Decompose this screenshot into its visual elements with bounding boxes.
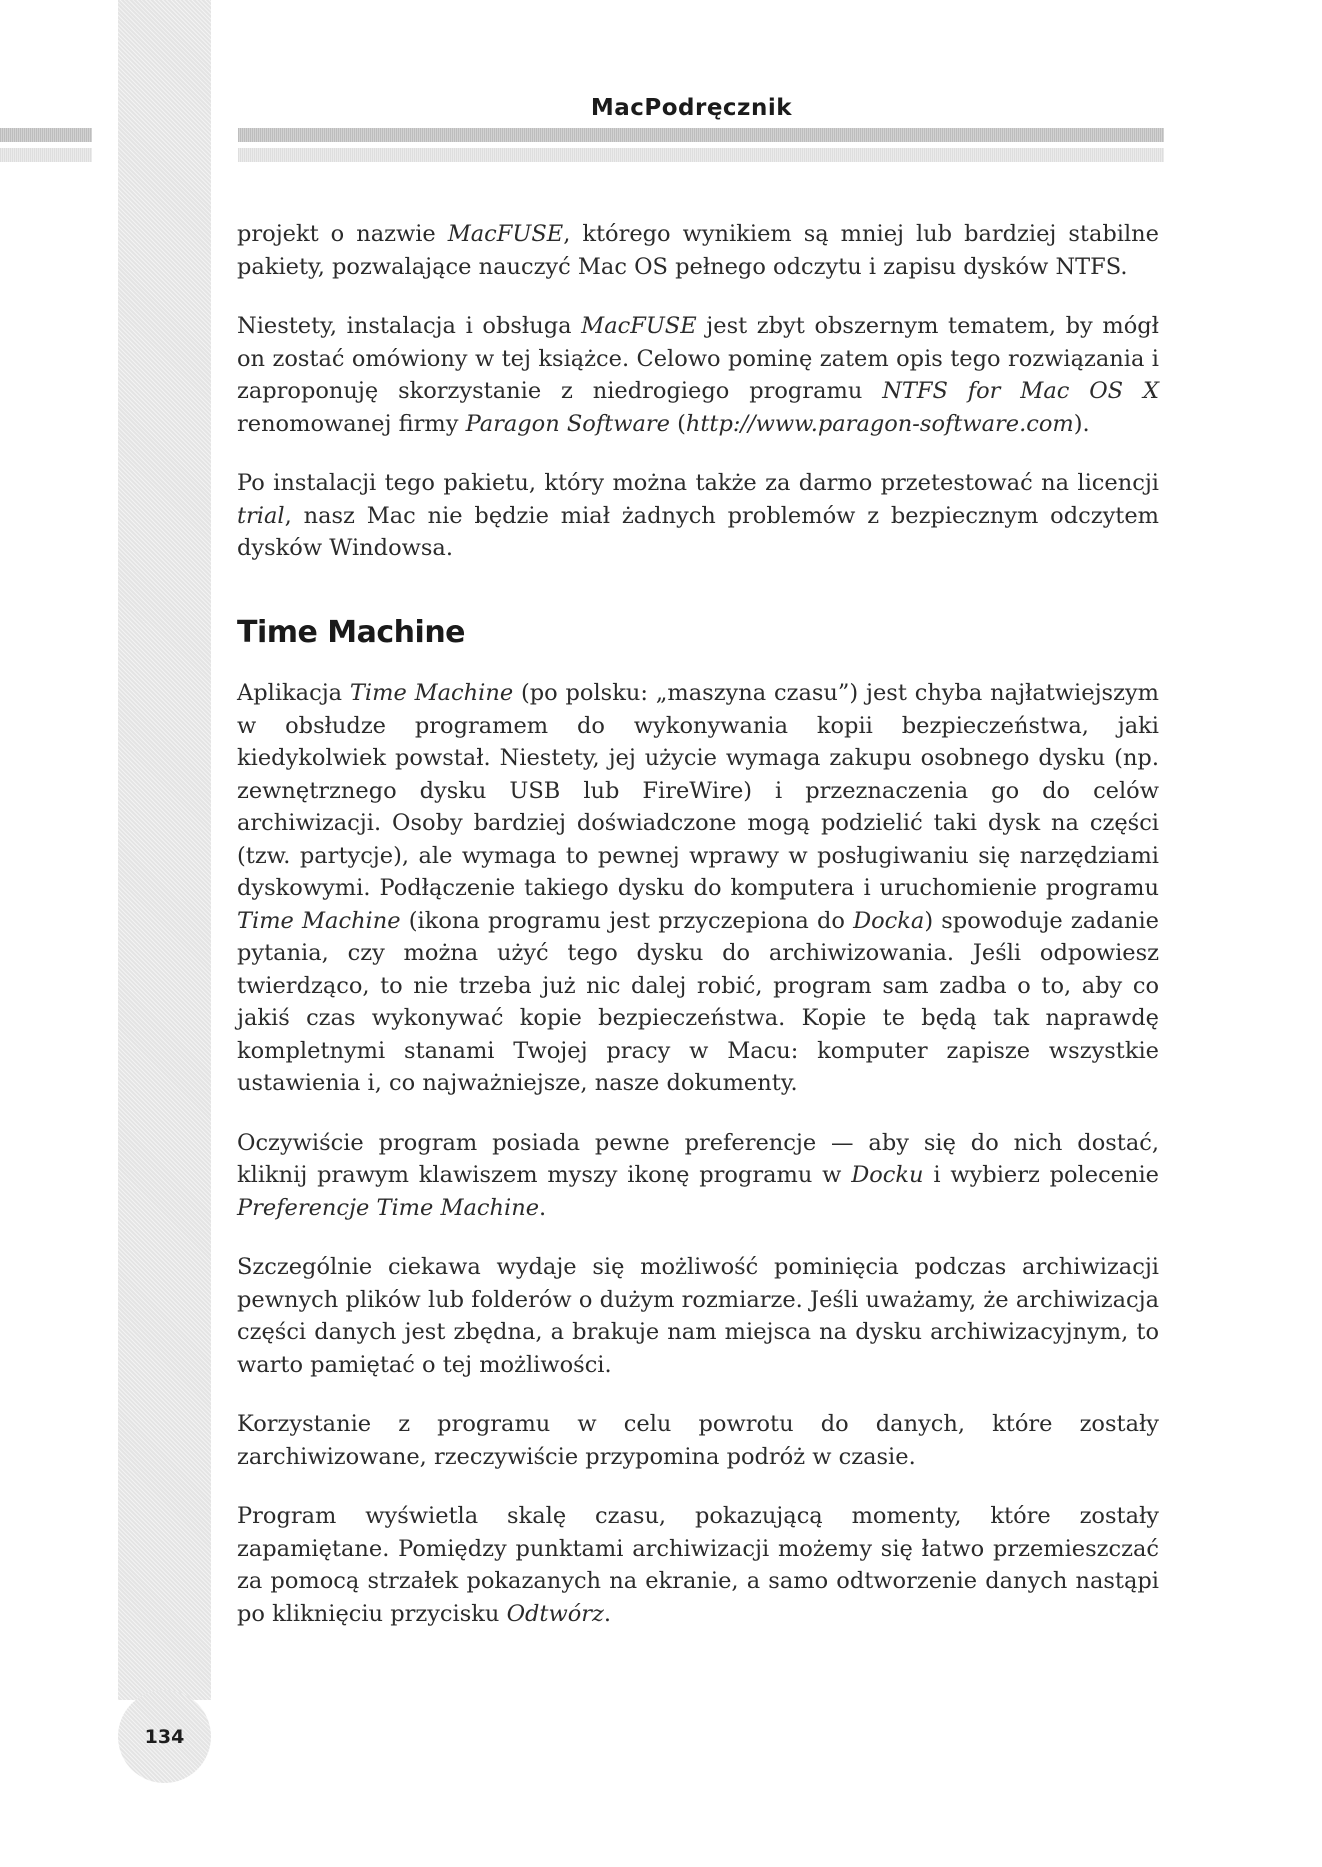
page-number-badge: [118, 1690, 211, 1783]
running-head-title: MacPodręcznik: [590, 95, 792, 121]
header-rule-right-light: [238, 148, 1164, 162]
paragraph-timeline: Program wyświetla skalę czasu, pokazującą momenty, które zostały zapamiętane. Pomiędzy punktami archiwizacji możemy się łatwo przemieszczać za pomocą strzałek pokazanych na ekranie, a samo odtworzenie danych nastąpi po kliknięciu przycisku Odtwórz.: [237, 1503, 1159, 1627]
paragraph-restore-travel: Korzystanie z programu w celu powrotu do danych, które zostały zarchiwizowane, rzeczywiście przypomina podróż w czasie.: [237, 1411, 1159, 1470]
header-rule-left-light: [0, 148, 92, 162]
page-number: 134: [144, 1725, 185, 1748]
paragraph-macfuse: projekt o nazwie MacFUSE, którego wynikiem są mniej lub bardziej stabilne pakiety, pozwalające nauczyć Mac OS pełnego odczytu i zapisu dysków NTFS.: [237, 221, 1159, 280]
side-margin-band: [118, 0, 211, 1700]
paragraph-preferences: Oczywiście program posiada pewne preferencje — aby się do nich dostać, kliknij prawym klawiszem myszy ikonę programu w Docku i wybierz polecenie Preferencje Time Machine.: [237, 1129, 1159, 1221]
paragraph-exclusions: Szczególnie ciekawa wydaje się możliwość pominięcia podczas archiwizacji pewnych plików lub folderów o dużym rozmiarze. Jeśli uważamy, że archiwizacja części danych jest zbędna, a brakuje nam miejsca na dysku archiwizacyjnym, to warto pamiętać o tej możliwości.: [237, 1254, 1159, 1378]
paragon-url: http://www.paragon-software.com: [685, 410, 1074, 437]
paragraph-paragon: Niestety, instalacja i obsługa MacFUSE jest zbyt obszernym tematem, by mógł on zostać omówiony w tej książce. Celowo pominę zatem opis tego rozwiązania i zaproponuję skorzystanie z niedrogiego programu NTFS for Mac OS X renomowanej firmy Paragon Software (http://www.paragon-software.com).: [237, 313, 1159, 437]
paragraph-time-machine-intro: Aplikacja Time Machine (po polsku: „maszyna czasu”) jest chyba najłatwiejszym w obsłudze programem do wykonywania kopii bezpieczeństwa, jaki kiedykolwiek powstał. Niestety, jej użycie wymaga zakupu osobnego dysku (np. zewnętrznego dysku USB lub FireWire) i przeznaczenia go do celów archiwizacji. Osoby bardziej doświadczone mogą podzielić taki dysk na części (tzw. partycje), ale wymaga to pewnej wprawy w posługiwaniu się narzędziami dyskowymi. Podłączenie takiego dysku do komputera i uruchomienie programu Time Machine (ikona programu jest przyczepiona do Docka) spowoduje zadanie pytania, czy można użyć tego dysku do archiwizowania. Jeśli odpowiesz twierdząco, to nie trzeba już nic dalej robić, program sam zadba o to, aby co jakiś czas wykonywać kopie bezpieczeństwa. Kopie te będą tak naprawdę kompletnymi stanami Twojej pracy w Macu: komputer zapisze wszystkie ustawienia i, co najważniejsze, nasze dokumenty.: [237, 680, 1159, 1096]
paragraph-trial: Po instalacji tego pakietu, który można także za darmo przetestować na licencji trial, nasz Mac nie będzie miał żadnych problemów z bezpiecznym odczytem dysków Windowsa.: [237, 470, 1159, 561]
page-body: [237, 218, 1159, 1657]
header-rule-left: [0, 128, 92, 142]
header-rule-right: [238, 128, 1164, 142]
section-heading-time-machine: Time Machine: [237, 614, 466, 650]
